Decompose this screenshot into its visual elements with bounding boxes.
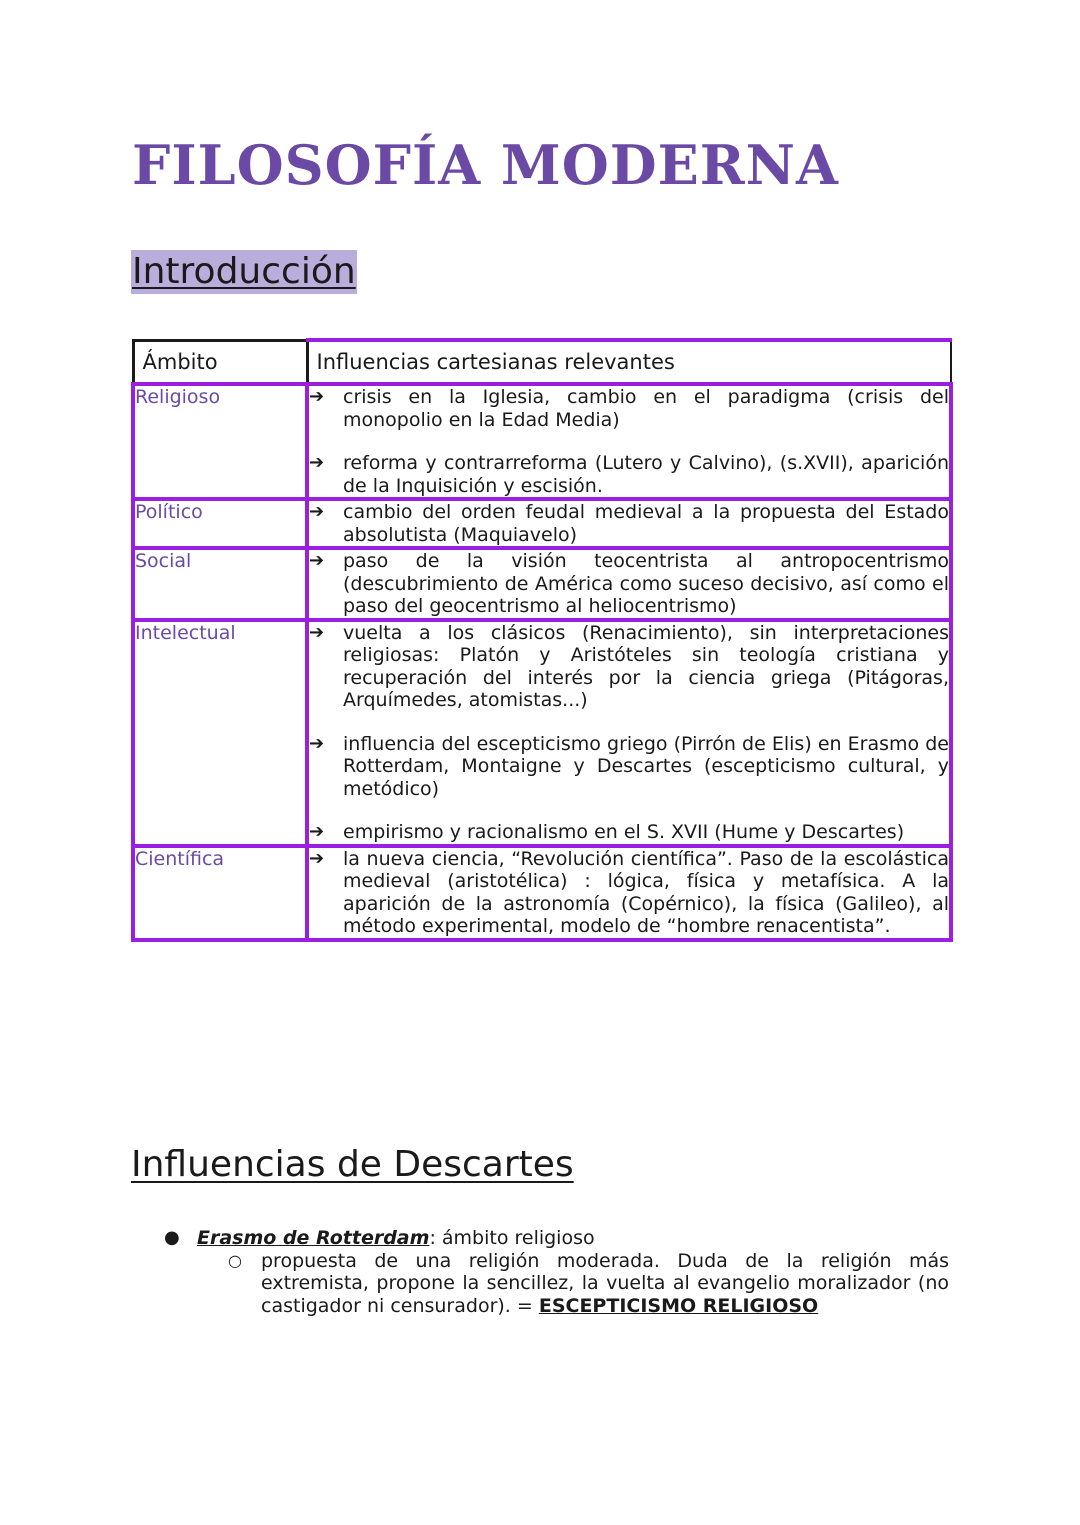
table-row (133, 620, 951, 846)
influence-list (309, 501, 949, 546)
table-header-row (133, 340, 951, 384)
arrow-right-icon: ➔ (309, 386, 325, 407)
influence-list (309, 622, 949, 844)
table-row (133, 499, 951, 548)
list-item-text: cambio del orden feudal medieval a la propuesta del Estado absolutista (Maquiavelo) (343, 501, 949, 546)
descartes-list (162, 1227, 949, 1317)
influences-cell (307, 620, 951, 846)
table-row (133, 548, 951, 620)
bullet-circle-icon: ○ (228, 1250, 242, 1270)
list-item-text: influencia del escepticismo griego (Pirrón de Elis) en Erasmo de Rotterdam, Montaigne y Descartes (escepticismo cultural, y metódico) (343, 732, 949, 800)
influence-scope: : ámbito religioso (429, 1227, 595, 1249)
list-item-text: empirismo y racionalismo en el S. XVII (Hume y Descartes) (343, 821, 905, 843)
ambito-cell: Científica (133, 846, 307, 940)
list-item (309, 501, 949, 546)
influences-table (131, 338, 953, 942)
influences-table-container (131, 338, 949, 942)
influence-list (309, 386, 949, 497)
list-item (162, 1227, 949, 1317)
table-row (133, 384, 951, 499)
emphasis-text: ESCEPTICISMO RELIGIOSO (538, 1294, 819, 1317)
list-item (309, 821, 949, 844)
influences-cell (307, 548, 951, 620)
influences-cell (307, 384, 951, 499)
section-heading-introduccion: Introducción (132, 251, 356, 292)
list-item (309, 733, 949, 801)
ambito-cell: Religioso (133, 384, 307, 499)
list-item-text: la nueva ciencia, “Revolución científica”. Paso de la escolástica medieval (aristotélica) : lógica, física y metafísica. A la aparición de la astronomía (Copérnico), la física (Galileo), al método experimental, modelo de “hombre renacentista”. (343, 847, 949, 937)
list-item (309, 848, 949, 938)
list-item-text: reforma y contrarreforma (Lutero y Calvino), (s.XVII), aparición de la Inquisición y escisión. (343, 452, 949, 497)
table-row (133, 846, 951, 940)
arrow-right-icon: ➔ (309, 452, 325, 473)
ambito-cell: Social (133, 548, 307, 620)
page-title: FILOSOFÍA MODERNA (132, 133, 839, 197)
sub-list-item (162, 1250, 949, 1318)
sub-list-item-text: propuesta de una religión moderada. Duda de la religión más extremista, propone la sencillez, la vuelta al evangelio moralizador (no castigador ni censurador). = (261, 1249, 949, 1317)
arrow-right-icon: ➔ (309, 550, 325, 571)
arrow-right-icon: ➔ (309, 501, 325, 522)
list-item-text: paso de la visión teocentrista al antropocentrismo (descubrimiento de América como suceso decisivo, así como el paso del geocentrismo al heliocentrismo) (343, 550, 949, 617)
influence-list (309, 848, 949, 938)
influences-cell (307, 846, 951, 940)
ambito-cell: Intelectual (133, 620, 307, 846)
section-heading-descartes: Influencias de Descartes (131, 1144, 574, 1185)
arrow-right-icon: ➔ (309, 732, 325, 754)
list-item (309, 622, 949, 712)
table-header-influencias: Influencias cartesianas relevantes (307, 340, 951, 384)
table-header-ambito: Ámbito (133, 340, 307, 384)
arrow-right-icon: ➔ (309, 821, 325, 842)
list-item (309, 452, 949, 497)
influences-cell (307, 499, 951, 548)
arrow-right-icon: ➔ (309, 847, 325, 869)
list-item-text: crisis en la Iglesia, cambio en el paradigma (crisis del monopolio en la Edad Media) (343, 386, 949, 431)
arrow-right-icon: ➔ (309, 621, 325, 643)
sub-list (197, 1250, 949, 1318)
list-item-text: vuelta a los clásicos (Renacimiento), sin interpretaciones religiosas: Platón y Aristóteles sin teología cristiana y recuperación del interés por la ciencia griega (Pitágoras, Arquímedes, atomistas...) (343, 621, 949, 711)
list-item (309, 386, 949, 431)
bullet-dot-icon: ● (164, 1227, 180, 1248)
ambito-cell: Político (133, 499, 307, 548)
list-item (309, 550, 949, 618)
table-body (133, 384, 951, 940)
influence-list (309, 550, 949, 618)
influence-name: Erasmo de Rotterdam (197, 1227, 430, 1249)
